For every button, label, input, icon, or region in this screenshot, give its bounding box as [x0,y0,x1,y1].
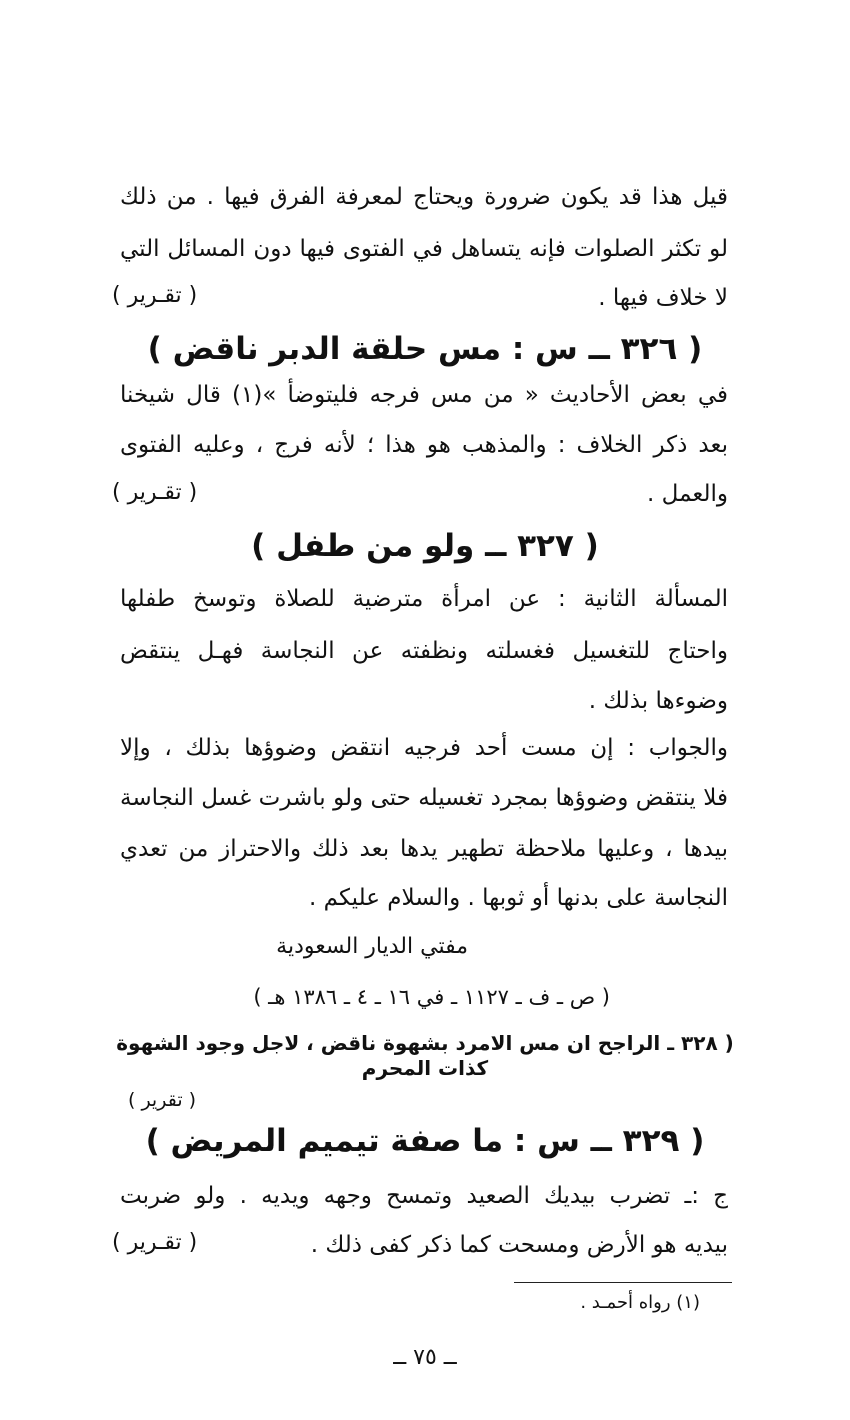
source-reference: ( تقـرير ) [112,283,198,308]
source-reference: ( تقـرير ) [112,1230,198,1255]
section-heading: ( ٣٢٨ ـ الراجح ان مس الامرد بشهوة ناقض ، لاجل وجود الشهوة [116,1031,734,1055]
section-heading: ( ٣٢٦ ــ س : مس حلقة الدبر ناقض ) [147,331,703,367]
paragraph-line: النجاسة على بدنها أو ثوبها . والسلام عليكم . [309,885,728,911]
paragraph-line: والعمل . [647,481,728,507]
signature: مفتي الديار السعودية [276,934,468,959]
paragraph-line: والجواب : إن مست أحد فرجيه انتقض وضوؤها بذلك ، وإلا [120,735,728,761]
paragraph-line: فلا ينتقض وضوؤها بمجرد تغسيله حتى ولو باشرت غسل النجاسة [120,785,728,811]
footnote-divider [514,1282,732,1283]
footnote: (١) رواه أحمـد . [580,1292,700,1313]
paragraph-line: في بعض الأحاديث « من مس فرجه فليتوضأ »(١) قال شيخنا [120,382,728,408]
paragraph-line: ج :ـ تضرب بيديك الصعيد وتمسح وجهه ويديه . ولو ضربت [120,1183,728,1209]
reference-number: ( ص ـ ف ـ ١١٢٧ ـ في ١٦ ـ ٤ ـ ١٣٨٦ هـ ) [253,985,610,1009]
paragraph-line: المسألة الثانية : عن امرأة مترضية للصلاة وتوسخ طفلها [120,586,728,612]
section-heading-continuation: كذات المحرم [361,1056,489,1080]
paragraph-line: بيديه هو الأرض ومسحت كما ذكر كفى ذلك . [310,1232,728,1258]
paragraph-line: قيل هذا قد يكون ضرورة ويحتاج لمعرفة الفرق فيها . من ذلك [120,184,728,210]
paragraph-line: واحتاج للتغسيل فغسلته ونظفته عن النجاسة فهـل ينتقض [120,638,728,664]
source-reference: ( تقرير ) [128,1089,197,1111]
paragraph-line: بعد ذكر الخلاف : والمذهب هو هذا ؛ لأنه فرج ، وعليه الفتوى [120,432,728,458]
paragraph-line: لا خلاف فيها . [598,285,728,311]
paragraph-line: بيدها ، وعليها ملاحظة تطهير يدها بعد ذلك والاحتراز من تعدي [120,836,728,862]
paragraph-line: وضوءها بذلك . [588,688,728,714]
section-heading: ( ٣٢٩ ــ س : ما صفة تيميم المريض ) [145,1123,705,1159]
paragraph-line: لو تكثر الصلوات فإنه يتساهل في الفتوى فيها دون المسائل التي [120,236,728,262]
source-reference: ( تقـرير ) [112,480,198,505]
section-heading: ( ٣٢٧ ــ ولو من طفل ) [251,528,599,564]
page-number: ــ ٧٥ ــ [393,1345,457,1370]
